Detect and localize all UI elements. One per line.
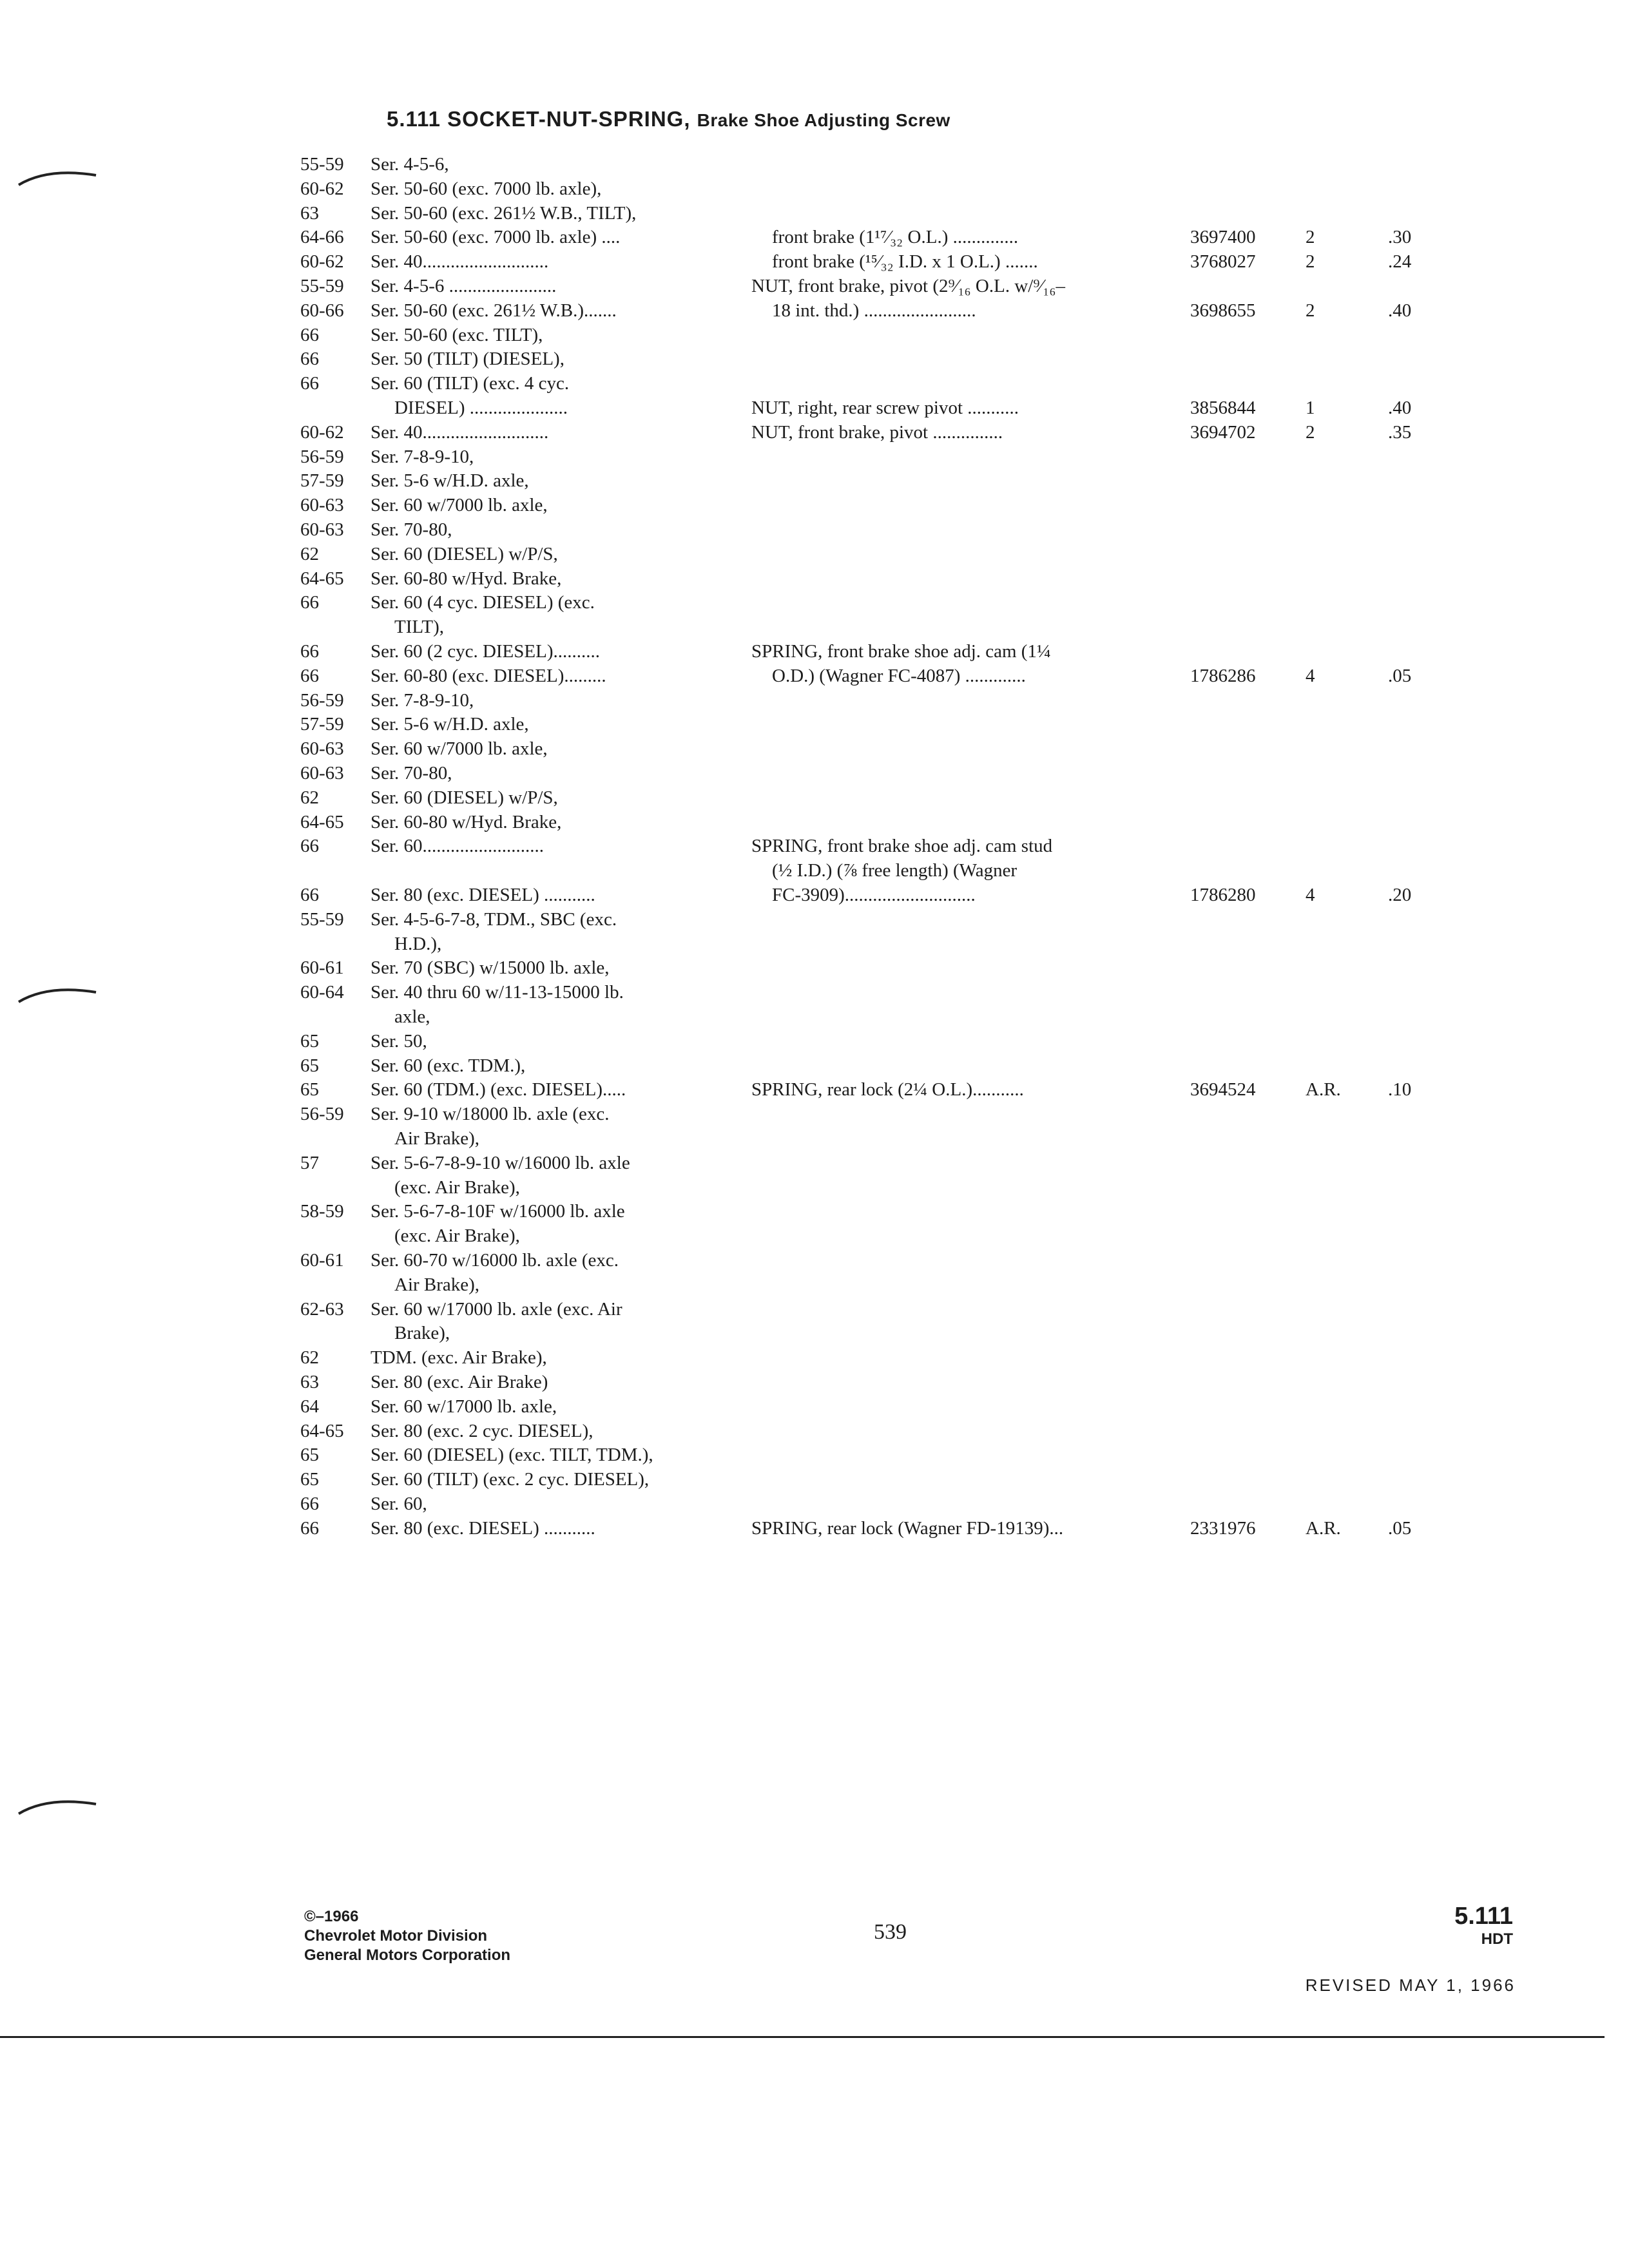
row-description: SPRING, rear lock (2¼ O.L.)........... (751, 1079, 1024, 1100)
margin-mark (15, 1791, 99, 1817)
row-application: Ser. 70-80, (371, 763, 452, 783)
row-year: 62-63 (300, 1299, 344, 1320)
row-quantity: 1 (1306, 398, 1315, 418)
row-application: axle, (394, 1006, 430, 1027)
row-quantity: 4 (1306, 666, 1315, 686)
row-year: 64-65 (300, 1421, 344, 1441)
margin-mark (15, 979, 99, 1005)
row-year: 62 (300, 544, 319, 564)
row-year: 66 (300, 1494, 319, 1514)
row-year: 58-59 (300, 1201, 344, 1222)
row-year: 60-62 (300, 422, 344, 443)
row-quantity: A.R. (1306, 1518, 1341, 1539)
row-part-number: 1786280 (1190, 885, 1256, 905)
row-description: (½ I.D.) (⅞ free length) (Wagner (772, 860, 1017, 881)
row-application: Ser. 80 (exc. 2 cyc. DIESEL), (371, 1421, 593, 1441)
row-price: .35 (1388, 422, 1412, 443)
row-application: Air Brake), (394, 1274, 480, 1295)
row-application: Ser. 50, (371, 1031, 427, 1052)
row-quantity: 2 (1306, 227, 1315, 247)
row-description: front brake (1¹⁷⁄₃₂ O.L.) .............. (772, 227, 1019, 247)
row-application: Ser. 60 w/7000 lb. axle, (371, 738, 548, 759)
row-description: FC-3909)............................ (772, 885, 976, 905)
row-application: TILT), (394, 617, 445, 637)
row-year: 55-59 (300, 154, 344, 175)
row-description: 18 int. thd.) ........................ (772, 300, 976, 321)
row-year: 65 (300, 1079, 319, 1100)
row-year: 66 (300, 1518, 319, 1539)
row-description: O.D.) (Wagner FC-4087) ............. (772, 666, 1026, 686)
row-quantity: 4 (1306, 885, 1315, 905)
row-application: Ser. 60 (exc. TDM.), (371, 1055, 526, 1076)
row-application: Ser. 7-8-9-10, (371, 690, 474, 711)
row-year: 62 (300, 1347, 319, 1368)
row-application: (exc. Air Brake), (394, 1225, 520, 1246)
row-year: 64-65 (300, 812, 344, 832)
row-application: Ser. 60 (DIESEL) (exc. TILT, TDM.), (371, 1445, 653, 1465)
row-year: 60-64 (300, 982, 344, 1003)
row-application: Ser. 60 (2 cyc. DIESEL).......... (371, 641, 600, 662)
row-application: H.D.), (394, 934, 442, 954)
row-year: 66 (300, 349, 319, 369)
row-application: Ser. 70-80, (371, 519, 452, 540)
row-application: Ser. 60 (DIESEL) w/P/S, (371, 544, 558, 564)
row-application: Ser. 7-8-9-10, (371, 447, 474, 467)
row-year: 60-63 (300, 738, 344, 759)
row-part-number: 3698655 (1190, 300, 1256, 321)
row-year: 66 (300, 373, 319, 394)
row-year: 66 (300, 885, 319, 905)
copyright: ©–1966 (304, 1908, 359, 1925)
row-price: .24 (1388, 251, 1412, 272)
row-application: Ser. 5-6-7-8-10F w/16000 lb. axle (371, 1201, 625, 1222)
row-application: Ser. 50-60 (exc. 7000 lb. axle), (371, 178, 602, 199)
row-price: .05 (1388, 666, 1412, 686)
row-year: 60-62 (300, 178, 344, 199)
row-description: SPRING, rear lock (Wagner FD-19139)... (751, 1518, 1064, 1539)
row-application: Brake), (394, 1323, 450, 1343)
row-year: 65 (300, 1055, 319, 1076)
row-year: 63 (300, 203, 319, 224)
row-year: 60-63 (300, 495, 344, 515)
row-year: 57-59 (300, 470, 344, 491)
row-price: .10 (1388, 1079, 1412, 1100)
row-application: Ser. 4-5-6-7-8, TDM., SBC (exc. (371, 909, 617, 930)
row-description: NUT, front brake, pivot ............... (751, 422, 1003, 443)
row-application: (exc. Air Brake), (394, 1177, 520, 1198)
row-year: 66 (300, 641, 319, 662)
row-year: 56-59 (300, 1104, 344, 1124)
row-application: Ser. 80 (exc. DIESEL) ........... (371, 885, 595, 905)
row-quantity: A.R. (1306, 1079, 1341, 1100)
row-application: Ser. 5-6 w/H.D. axle, (371, 470, 529, 491)
row-year: 63 (300, 1372, 319, 1392)
row-application: Ser. 60-70 w/16000 lb. axle (exc. (371, 1250, 619, 1271)
row-application: Ser. 9-10 w/18000 lb. axle (exc. (371, 1104, 610, 1124)
row-application: Ser. 50-60 (exc. 7000 lb. axle) .... (371, 227, 621, 247)
row-part-number: 3694524 (1190, 1079, 1256, 1100)
row-part-number: 3694702 (1190, 422, 1256, 443)
row-year: 55-59 (300, 276, 344, 296)
corporation-name: General Motors Corporation (304, 1946, 511, 1964)
row-application: Ser. 4-5-6, (371, 154, 449, 175)
row-application: Ser. 40........................... (371, 251, 549, 272)
footer-publisher (304, 1907, 510, 1965)
row-part-number: 1786286 (1190, 666, 1256, 686)
margin-mark (15, 162, 99, 188)
section-number: 5.111 (387, 107, 441, 131)
row-application: Ser. 60.......................... (371, 836, 545, 856)
row-year: 60-62 (300, 251, 344, 272)
row-year: 64 (300, 1396, 319, 1417)
row-year: 60-61 (300, 1250, 344, 1271)
row-description: front brake (¹⁵⁄₃₂ I.D. x 1 O.L.) ....... (772, 251, 1038, 272)
row-application: Ser. 60 (TILT) (exc. 2 cyc. DIESEL), (371, 1469, 650, 1490)
row-year: 65 (300, 1445, 319, 1465)
row-application: Ser. 60-80 w/Hyd. Brake, (371, 568, 562, 589)
row-application: Ser. 70 (SBC) w/15000 lb. axle, (371, 957, 610, 978)
title-text: SOCKET-NUT-SPRING, (447, 107, 691, 131)
row-year: 66 (300, 592, 319, 613)
row-year: 65 (300, 1469, 319, 1490)
row-year: 65 (300, 1031, 319, 1052)
row-application: Ser. 60-80 w/Hyd. Brake, (371, 812, 562, 832)
row-application: Ser. 60 (4 cyc. DIESEL) (exc. (371, 592, 595, 613)
row-application: Ser. 60 (TILT) (exc. 4 cyc. (371, 373, 570, 394)
row-part-number: 3697400 (1190, 227, 1256, 247)
row-year: 66 (300, 666, 319, 686)
row-application: Air Brake), (394, 1128, 480, 1149)
row-quantity: 2 (1306, 422, 1315, 443)
row-year: 64-65 (300, 568, 344, 589)
row-price: .40 (1388, 300, 1412, 321)
row-price: .40 (1388, 398, 1412, 418)
row-application: Ser. 50 (TILT) (DIESEL), (371, 349, 564, 369)
row-application: Ser. 40........................... (371, 422, 549, 443)
row-description: SPRING, front brake shoe adj. cam stud (751, 836, 1053, 856)
bottom-rule (0, 2036, 1605, 2038)
footer-section-number: 5.111 (1454, 1903, 1513, 1930)
row-application: Ser. 80 (exc. Air Brake) (371, 1372, 548, 1392)
row-description: NUT, right, rear screw pivot ........... (751, 398, 1019, 418)
row-application: Ser. 40 thru 60 w/11-13-15000 lb. (371, 982, 624, 1003)
row-quantity: 2 (1306, 251, 1315, 272)
row-year: 55-59 (300, 909, 344, 930)
row-application: Ser. 80 (exc. DIESEL) ........... (371, 1518, 595, 1539)
row-application: Ser. 60 w/17000 lb. axle, (371, 1396, 557, 1417)
row-application: Ser. 60 (TDM.) (exc. DIESEL)..... (371, 1079, 626, 1100)
row-application: Ser. 50-60 (exc. 261½ W.B., TILT), (371, 203, 637, 224)
row-year: 66 (300, 325, 319, 345)
row-year: 62 (300, 787, 319, 808)
row-year: 56-59 (300, 690, 344, 711)
row-part-number: 3768027 (1190, 251, 1256, 272)
row-application: Ser. 60 w/7000 lb. axle, (371, 495, 548, 515)
row-application: DIESEL) ..................... (394, 398, 568, 418)
row-description: NUT, front brake, pivot (2⁹⁄₁₆ O.L. w/⁹⁄₁₆– (751, 276, 1065, 296)
row-application: Ser. 60-80 (exc. DIESEL)......... (371, 666, 606, 686)
row-application: Ser. 60, (371, 1494, 427, 1514)
row-year: 66 (300, 836, 319, 856)
row-application: TDM. (exc. Air Brake), (371, 1347, 547, 1368)
row-price: .30 (1388, 227, 1412, 247)
footer-section (1454, 1902, 1513, 1948)
row-year: 64-66 (300, 227, 344, 247)
revised-date: REVISED MAY 1, 1966 (1305, 1975, 1516, 1995)
row-year: 60-61 (300, 957, 344, 978)
row-year: 57 (300, 1153, 319, 1173)
row-part-number: 2331976 (1190, 1518, 1256, 1539)
row-year: 57-59 (300, 714, 344, 735)
row-application: Ser. 50-60 (exc. TILT), (371, 325, 543, 345)
row-part-number: 3856844 (1190, 398, 1256, 418)
row-application: Ser. 4-5-6 ....................... (371, 276, 557, 296)
title-subtitle: Brake Shoe Adjusting Screw (697, 110, 950, 130)
row-year: 56-59 (300, 447, 344, 467)
footer-code: HDT (1481, 1930, 1513, 1948)
row-application: Ser. 5-6-7-8-9-10 w/16000 lb. axle (371, 1153, 630, 1173)
page-number: 539 (874, 1920, 907, 1944)
row-application: Ser. 50-60 (exc. 261½ W.B.)....... (371, 300, 617, 321)
row-application: Ser. 60 (DIESEL) w/P/S, (371, 787, 558, 808)
row-price: .05 (1388, 1518, 1412, 1539)
row-price: .20 (1388, 885, 1412, 905)
row-year: 60-63 (300, 519, 344, 540)
row-quantity: 2 (1306, 300, 1315, 321)
row-application: Ser. 5-6 w/H.D. axle, (371, 714, 529, 735)
division-name: Chevrolet Motor Division (304, 1927, 488, 1945)
row-year: 60-66 (300, 300, 344, 321)
row-application: Ser. 60 w/17000 lb. axle (exc. Air (371, 1299, 622, 1320)
row-year: 60-63 (300, 763, 344, 783)
page-title (387, 107, 950, 131)
row-description: SPRING, front brake shoe adj. cam (1¼ (751, 641, 1051, 662)
